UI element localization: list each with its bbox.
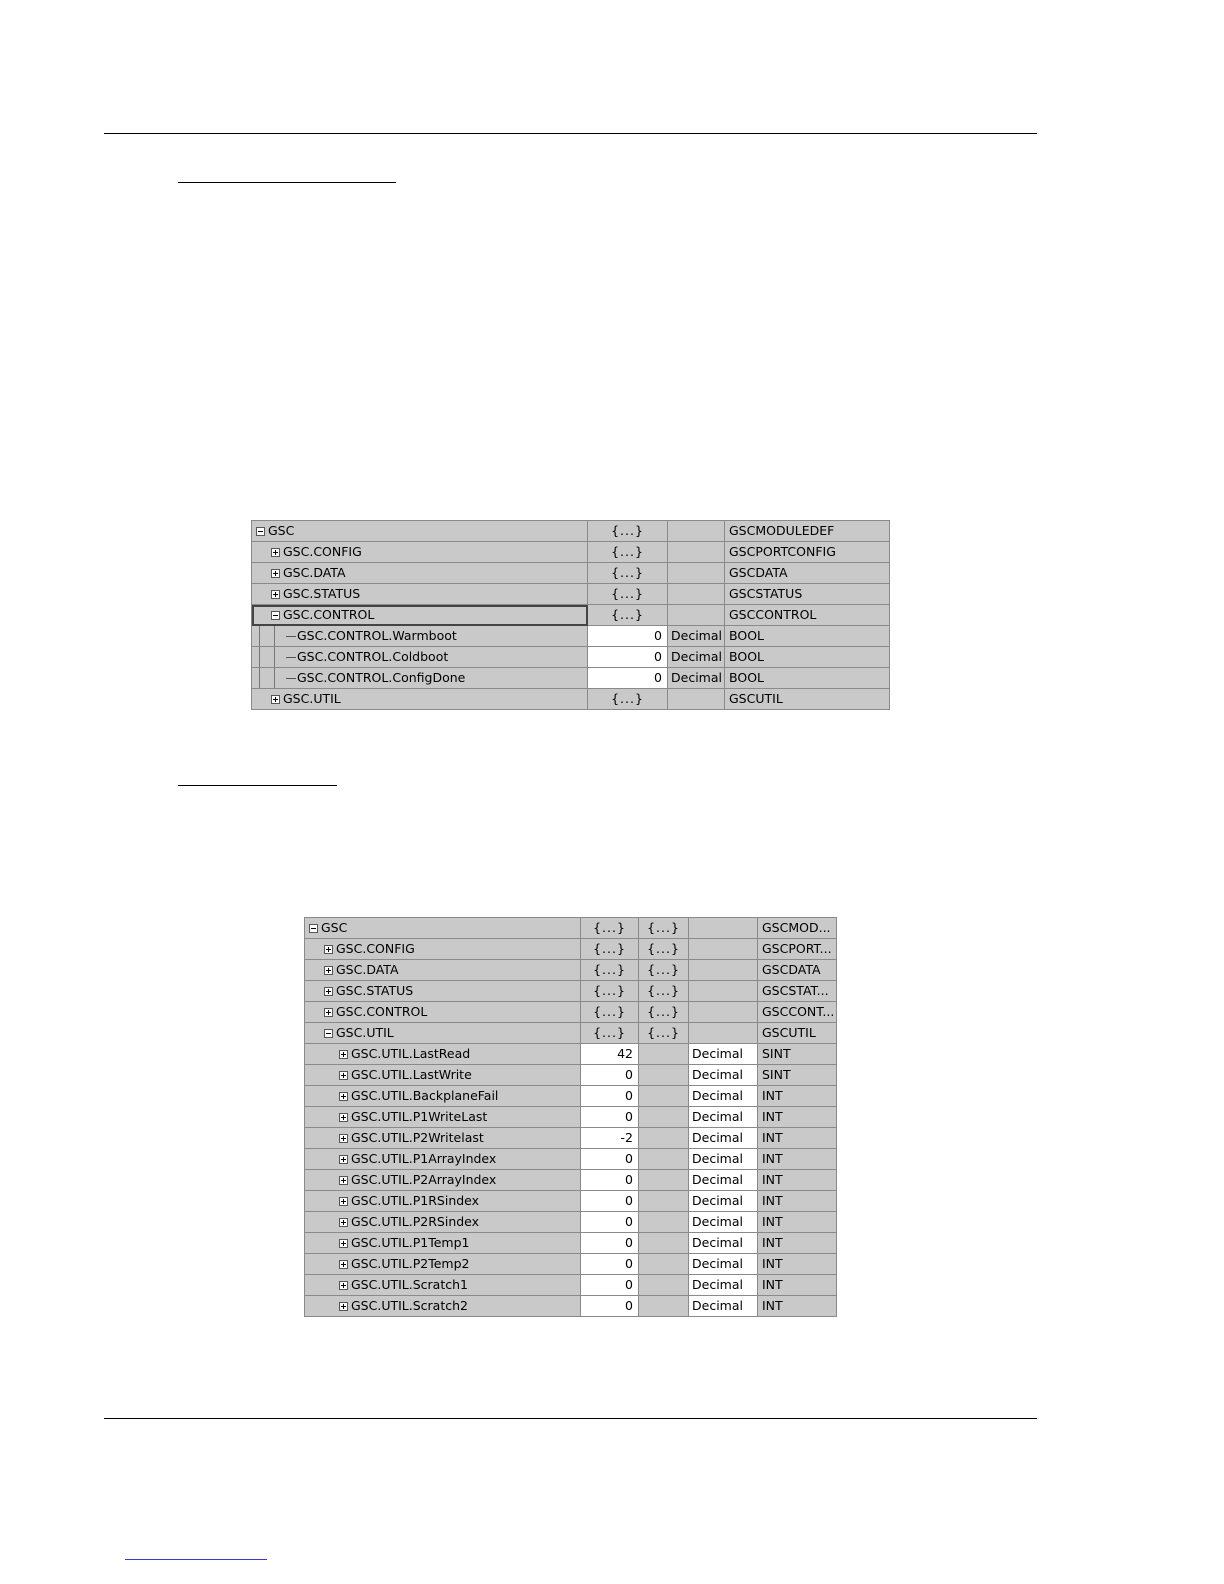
tag-value-cell[interactable]: {...} [581,939,639,960]
expand-icon[interactable] [339,1113,348,1122]
tag-value-cell[interactable]: 0 [581,1296,639,1317]
tag-value-cell[interactable]: {...} [588,521,668,542]
tag-name-cell[interactable] [305,1044,581,1065]
tag-style-cell[interactable]: Decimal [689,1044,758,1065]
tag-value-cell[interactable]: {...} [581,1002,639,1023]
table-row[interactable] [305,1191,837,1212]
tag-type-cell: INT [758,1107,837,1128]
tag-type-cell: INT [758,1191,837,1212]
expand-icon[interactable] [339,1302,348,1311]
tag-value-cell[interactable]: 0 [588,668,668,689]
tag-style-cell[interactable] [689,939,758,960]
tree-guide-line [259,626,260,646]
section-heading-underline-control [178,182,396,183]
tag-force-cell[interactable] [639,1254,689,1275]
table-row[interactable] [252,689,890,710]
tree-guide-line [259,647,260,667]
expand-icon[interactable] [271,569,280,578]
expand-icon[interactable] [339,1176,348,1185]
collapse-icon[interactable] [309,924,318,933]
tag-name-label: GSC.UTIL.P1WriteLast [351,1109,488,1124]
tag-type-cell: GSCMOD... [758,918,837,939]
footer-link-underline [125,1559,267,1560]
tag-type-cell: GSCUTIL [725,689,890,710]
tag-name-label: GSC.CONTROL.ConfigDone [297,670,466,685]
expand-icon[interactable] [339,1134,348,1143]
table-row[interactable] [305,1065,837,1086]
tag-value-cell[interactable]: 0 [581,1086,639,1107]
tag-name-cell[interactable] [252,584,588,605]
tag-type-cell: INT [758,1128,837,1149]
tag-style-cell[interactable] [668,584,725,605]
expand-icon[interactable] [339,1260,348,1269]
tag-style-cell[interactable] [689,1023,758,1044]
tag-value-cell[interactable]: {...} [581,960,639,981]
tag-value-cell[interactable]: {...} [581,981,639,1002]
tag-value-cell[interactable]: {...} [588,689,668,710]
tag-style-cell[interactable]: Decimal [689,1275,758,1296]
expand-icon[interactable] [339,1092,348,1101]
tag-name-label: GSC [321,920,348,935]
tag-type-cell: SINT [758,1065,837,1086]
tag-name-cell[interactable] [305,1191,581,1212]
expand-icon[interactable] [271,590,280,599]
tag-name-cell[interactable] [305,1128,581,1149]
tag-force-cell[interactable] [639,1107,689,1128]
tag-value-cell[interactable]: 0 [581,1107,639,1128]
table-row[interactable] [305,1212,837,1233]
table-row[interactable] [305,1086,837,1107]
expand-icon[interactable] [339,1281,348,1290]
tag-style-cell[interactable]: Decimal [689,1233,758,1254]
tag-name-label: GSC.DATA [336,962,399,977]
tag-name-label: GSC.UTIL.P2Writelast [351,1130,484,1145]
tag-type-cell: BOOL [725,647,890,668]
tag-style-cell[interactable]: Decimal [689,1086,758,1107]
tag-type-cell: GSCSTATUS [725,584,890,605]
tag-force-cell[interactable] [639,1044,689,1065]
tag-name-label: GSC.UTIL.P2ArrayIndex [351,1172,497,1187]
tag-name-label: GSC.CONTROL [283,607,375,622]
table-row[interactable] [305,1107,837,1128]
tree-branch-line [286,636,296,637]
tag-style-cell[interactable] [689,1002,758,1023]
table-row[interactable] [305,1233,837,1254]
expand-icon[interactable] [339,1197,348,1206]
tag-style-cell[interactable]: Decimal [689,1107,758,1128]
tag-name-cell[interactable] [305,1149,581,1170]
tag-name-label: GSC.UTIL.P2Temp2 [351,1256,470,1271]
tag-name-label: GSC.UTIL [283,691,341,706]
tag-style-cell[interactable] [689,960,758,981]
tag-force-cell[interactable] [639,1128,689,1149]
tag-name-label: GSC.CONTROL [336,1004,428,1019]
tag-value-cell[interactable]: 42 [581,1044,639,1065]
table-row[interactable] [252,668,890,689]
tag-name-cell[interactable] [305,939,581,960]
table-row[interactable] [305,1023,837,1044]
tag-force-cell[interactable] [639,1275,689,1296]
expand-icon[interactable] [339,1239,348,1248]
tag-type-cell: INT [758,1254,837,1275]
table-row[interactable] [305,1002,837,1023]
tag-type-cell: INT [758,1275,837,1296]
tag-name-cell[interactable] [252,689,588,710]
tag-force-cell[interactable] [639,1233,689,1254]
table-row[interactable] [252,584,890,605]
expand-icon[interactable] [339,1071,348,1080]
table-row[interactable] [305,918,837,939]
table-row[interactable] [252,605,890,626]
tag-type-cell: INT [758,1149,837,1170]
tag-type-cell: GSCCONT... [758,1002,837,1023]
tag-type-cell: BOOL [725,626,890,647]
tag-type-cell: INT [758,1296,837,1317]
tag-style-cell[interactable]: Decimal [689,1065,758,1086]
tag-value-cell[interactable]: {...} [581,918,639,939]
tag-name-label: GSC.CONTROL.Coldboot [297,649,449,664]
tag-name-label: GSC.UTIL.BackplaneFail [351,1088,499,1103]
tag-type-cell: GSCPORTCONFIG [725,542,890,563]
table-row[interactable] [252,626,890,647]
tag-name-label: GSC.UTIL.LastRead [351,1046,471,1061]
tag-type-cell: GSCMODULEDEF [725,521,890,542]
tag-value-cell[interactable]: {...} [588,605,668,626]
tag-name-label: GSC.UTIL.P2RSindex [351,1214,480,1229]
tag-type-cell: GSCPORT... [758,939,837,960]
tag-style-cell[interactable]: Decimal [689,1170,758,1191]
tag-name-cell[interactable] [305,1233,581,1254]
tag-value-cell[interactable]: {...} [588,563,668,584]
tag-name-cell[interactable] [252,563,588,584]
tree-guide-line [274,647,275,667]
tag-style-cell[interactable]: Decimal [689,1296,758,1317]
tag-name-cell[interactable] [305,981,581,1002]
tag-type-cell: GSCDATA [758,960,837,981]
tag-value-cell[interactable]: 0 [581,1212,639,1233]
collapse-icon[interactable] [271,611,280,620]
table-row[interactable] [305,1128,837,1149]
expand-icon[interactable] [339,1050,348,1059]
expand-icon[interactable] [324,945,333,954]
table-row[interactable] [305,939,837,960]
tag-value-cell[interactable]: 0 [581,1065,639,1086]
table-row[interactable] [305,1044,837,1065]
tag-force-cell[interactable]: {...} [639,960,689,981]
tag-style-cell[interactable]: Decimal [689,1149,758,1170]
expand-icon[interactable] [271,695,280,704]
table-row[interactable] [305,1170,837,1191]
tree-branch-line [286,678,296,679]
tag-style-cell[interactable] [668,563,725,584]
tag-name-cell[interactable] [305,1002,581,1023]
tag-force-cell[interactable] [639,1086,689,1107]
tag-type-cell: GSCCONTROL [725,605,890,626]
tag-name-cell[interactable] [252,647,588,668]
table-row[interactable] [305,1275,837,1296]
tag-value-cell[interactable]: {...} [581,1023,639,1044]
tag-name-label: GSC.UTIL [336,1025,394,1040]
tag-value-cell[interactable]: -2 [581,1128,639,1149]
table-row[interactable] [305,981,837,1002]
expand-icon[interactable] [324,1008,333,1017]
tag-name-cell[interactable] [305,918,581,939]
tag-type-cell: BOOL [725,668,890,689]
expand-icon[interactable] [271,548,280,557]
tag-force-cell[interactable] [639,1212,689,1233]
tag-value-cell[interactable]: 0 [581,1275,639,1296]
tag-name-label: GSC.CONFIG [283,544,362,559]
table-row[interactable] [305,1296,837,1317]
table-row[interactable] [252,563,890,584]
tag-name-label: GSC [268,523,295,538]
tag-name-cell[interactable] [305,1170,581,1191]
footer-rule [104,1418,1037,1419]
tree-branch-line [286,657,296,658]
tag-name-cell[interactable] [252,626,588,647]
expand-icon[interactable] [339,1155,348,1164]
table-row[interactable] [305,960,837,981]
tag-type-cell: INT [758,1233,837,1254]
tag-style-cell[interactable] [668,605,725,626]
tag-name-label: GSC.UTIL.P1Temp1 [351,1235,470,1250]
tag-type-cell: INT [758,1212,837,1233]
tag-name-cell[interactable] [305,1212,581,1233]
tag-name-cell[interactable] [305,1275,581,1296]
tag-style-cell[interactable] [689,918,758,939]
tag-name-label: GSC.UTIL.LastWrite [351,1067,472,1082]
table-row[interactable] [252,542,890,563]
tag-style-cell[interactable]: Decimal [689,1254,758,1275]
tag-name-cell[interactable] [305,1296,581,1317]
util-tags-table [304,917,837,1317]
collapse-icon[interactable] [256,527,265,536]
collapse-icon[interactable] [324,1029,333,1038]
tag-value-cell[interactable]: 0 [588,647,668,668]
tag-value-cell[interactable]: 0 [581,1191,639,1212]
tag-force-cell[interactable]: {...} [639,939,689,960]
tree-guide-line [274,668,275,688]
tag-force-cell[interactable] [639,1065,689,1086]
tag-name-label: GSC.UTIL.Scratch2 [351,1298,468,1313]
tag-type-cell: GSCUTIL [758,1023,837,1044]
tag-name-label: GSC.CONFIG [336,941,415,956]
tag-style-cell[interactable]: Decimal [689,1128,758,1149]
tag-name-label: GSC.UTIL.Scratch1 [351,1277,468,1292]
tag-force-cell[interactable] [639,1296,689,1317]
tag-style-cell[interactable] [689,981,758,1002]
tag-name-cell[interactable] [305,960,581,981]
tag-name-label: GSC.STATUS [283,586,361,601]
tag-name-cell[interactable] [252,668,588,689]
expand-icon[interactable] [324,987,333,996]
expand-icon[interactable] [339,1218,348,1227]
tag-type-cell: GSCDATA [725,563,890,584]
table-row[interactable] [305,1149,837,1170]
table-row[interactable] [252,521,890,542]
tag-name-cell[interactable] [252,521,588,542]
tree-guide-line [259,668,260,688]
tag-style-cell[interactable]: Decimal [668,668,725,689]
tree-guide-line [274,626,275,646]
tag-value-cell[interactable]: 0 [581,1254,639,1275]
tag-name-cell[interactable] [305,1107,581,1128]
tag-value-cell[interactable]: {...} [588,542,668,563]
tag-style-cell[interactable]: Decimal [668,647,725,668]
tag-force-cell[interactable] [639,1191,689,1212]
tag-value-cell[interactable]: 0 [581,1233,639,1254]
tag-value-cell[interactable]: 0 [581,1149,639,1170]
tag-name-cell[interactable] [305,1023,581,1044]
table-row[interactable] [305,1254,837,1275]
tag-name-label: GSC.UTIL.P1RSindex [351,1193,480,1208]
tag-name-cell[interactable] [305,1065,581,1086]
tag-name-cell[interactable] [305,1086,581,1107]
table-row[interactable] [252,647,890,668]
tag-type-cell: SINT [758,1044,837,1065]
tag-style-cell[interactable]: Decimal [668,626,725,647]
section-heading-underline-util [178,785,337,786]
tag-force-cell[interactable]: {...} [639,918,689,939]
tag-style-cell[interactable]: Decimal [689,1212,758,1233]
tag-type-cell: INT [758,1086,837,1107]
tag-style-cell[interactable]: Decimal [689,1191,758,1212]
tag-value-cell[interactable]: 0 [588,626,668,647]
tag-type-cell: GSCSTAT... [758,981,837,1002]
control-tags-table [251,520,890,710]
tag-style-cell[interactable] [668,689,725,710]
tag-force-cell[interactable] [639,1149,689,1170]
tag-name-label: GSC.STATUS [336,983,414,998]
tag-style-cell[interactable] [668,521,725,542]
tag-name-label: GSC.UTIL.P1ArrayIndex [351,1151,497,1166]
tag-name-cell[interactable] [305,1254,581,1275]
expand-icon[interactable] [324,966,333,975]
tag-force-cell[interactable]: {...} [639,1002,689,1023]
header-rule [104,133,1037,134]
tag-type-cell: INT [758,1170,837,1191]
tag-style-cell[interactable] [668,542,725,563]
tag-force-cell[interactable]: {...} [639,1023,689,1044]
tag-force-cell[interactable]: {...} [639,981,689,1002]
tag-value-cell[interactable]: {...} [588,584,668,605]
tag-force-cell[interactable] [639,1170,689,1191]
tag-name-label: GSC.CONTROL.Warmboot [297,628,457,643]
tag-value-cell[interactable]: 0 [581,1170,639,1191]
tag-name-cell[interactable] [252,605,588,626]
tag-name-label: GSC.DATA [283,565,346,580]
tag-name-cell[interactable] [252,542,588,563]
